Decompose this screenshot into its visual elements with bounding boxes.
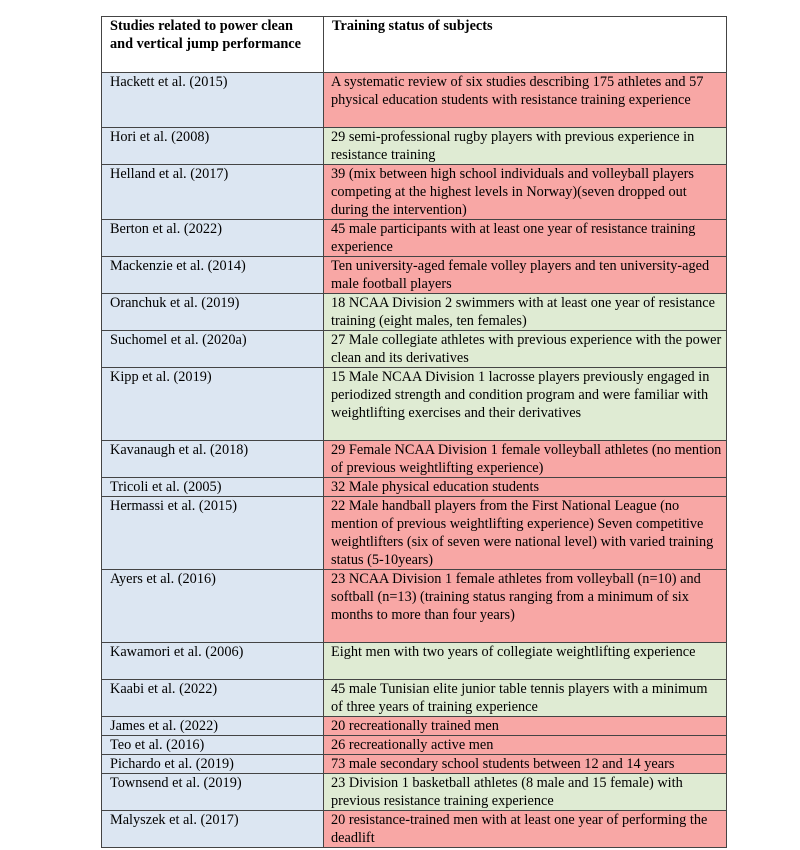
study-cell: Kipp et al. (2019) bbox=[102, 368, 324, 441]
status-cell: 22 Male handball players from the First National League (no mention of previous weightlifting experience) Seven competitive weightlifters (six of seven were national level) with varied training status (5-10years) bbox=[324, 497, 727, 570]
study-cell: Hackett et al. (2015) bbox=[102, 73, 324, 128]
study-cell: Townsend et al. (2019) bbox=[102, 774, 324, 811]
table-row bbox=[102, 755, 727, 774]
status-cell: 29 semi-professional rugby players with previous experience in resistance training bbox=[324, 128, 727, 165]
study-cell: Ayers et al. (2016) bbox=[102, 570, 324, 643]
table-row bbox=[102, 680, 727, 717]
table-row bbox=[102, 73, 727, 128]
table-row bbox=[102, 294, 727, 331]
table-row bbox=[102, 441, 727, 478]
study-cell: Pichardo et al. (2019) bbox=[102, 755, 324, 774]
header-training-status: Training status of subjects bbox=[324, 17, 727, 73]
table-row bbox=[102, 220, 727, 257]
status-cell: 32 Male physical education students bbox=[324, 478, 727, 497]
study-cell: Malyszek et al. (2017) bbox=[102, 811, 324, 848]
status-cell: 73 male secondary school students between 12 and 14 years bbox=[324, 755, 727, 774]
study-cell: Kawamori et al. (2006) bbox=[102, 643, 324, 680]
study-cell: James et al. (2022) bbox=[102, 717, 324, 736]
status-cell: Eight men with two years of collegiate weightlifting experience bbox=[324, 643, 727, 680]
header-study: Studies related to power clean and vertical jump performance bbox=[102, 17, 324, 73]
table-row bbox=[102, 643, 727, 680]
table-row bbox=[102, 570, 727, 643]
study-cell: Hermassi et al. (2015) bbox=[102, 497, 324, 570]
status-cell: 23 NCAA Division 1 female athletes from volleyball (n=10) and softball (n=13) (training status ranging from a minimum of six months to more than four years) bbox=[324, 570, 727, 643]
study-cell: Teo et al. (2016) bbox=[102, 736, 324, 755]
study-cell: Oranchuk et al. (2019) bbox=[102, 294, 324, 331]
study-cell: Suchomel et al. (2020a) bbox=[102, 331, 324, 368]
status-cell: 39 (mix between high school individuals and volleyball players competing at the highest levels in Norway)(seven dropped out during the intervention) bbox=[324, 165, 727, 220]
status-cell: 27 Male collegiate athletes with previous experience with the power clean and its derivatives bbox=[324, 331, 727, 368]
table-row bbox=[102, 128, 727, 165]
status-cell: 23 Division 1 basketball athletes (8 male and 15 female) with previous resistance training experience bbox=[324, 774, 727, 811]
table-row bbox=[102, 257, 727, 294]
status-cell: 26 recreationally active men bbox=[324, 736, 727, 755]
status-cell: 45 male Tunisian elite junior table tennis players with a minimum of three years of training experience bbox=[324, 680, 727, 717]
status-cell: 29 Female NCAA Division 1 female volleyball athletes (no mention of previous weightlifting experience) bbox=[324, 441, 727, 478]
table-row bbox=[102, 165, 727, 220]
study-cell: Hori et al. (2008) bbox=[102, 128, 324, 165]
status-cell: Ten university-aged female volley players and ten university-aged male football players bbox=[324, 257, 727, 294]
table-row bbox=[102, 331, 727, 368]
studies-table bbox=[101, 16, 727, 848]
study-cell: Helland et al. (2017) bbox=[102, 165, 324, 220]
study-cell: Berton et al. (2022) bbox=[102, 220, 324, 257]
study-cell: Kaabi et al. (2022) bbox=[102, 680, 324, 717]
table-row bbox=[102, 717, 727, 736]
table-row bbox=[102, 774, 727, 811]
study-cell: Mackenzie et al. (2014) bbox=[102, 257, 324, 294]
table-row bbox=[102, 497, 727, 570]
status-cell: 20 recreationally trained men bbox=[324, 717, 727, 736]
study-cell: Kavanaugh et al. (2018) bbox=[102, 441, 324, 478]
status-cell: 15 Male NCAA Division 1 lacrosse players previously engaged in periodized strength and condition program and were familiar with weightlifting exercises and their derivatives bbox=[324, 368, 727, 441]
table-row bbox=[102, 811, 727, 848]
header-row bbox=[102, 17, 727, 73]
table-row bbox=[102, 736, 727, 755]
study-cell: Tricoli et al. (2005) bbox=[102, 478, 324, 497]
status-cell: 20 resistance-trained men with at least one year of performing the deadlift bbox=[324, 811, 727, 848]
status-cell: A systematic review of six studies describing 175 athletes and 57 physical education students with resistance training experience bbox=[324, 73, 727, 128]
status-cell: 18 NCAA Division 2 swimmers with at least one year of resistance training (eight males, ten females) bbox=[324, 294, 727, 331]
table-row bbox=[102, 368, 727, 441]
table-row bbox=[102, 478, 727, 497]
status-cell: 45 male participants with at least one year of resistance training experience bbox=[324, 220, 727, 257]
